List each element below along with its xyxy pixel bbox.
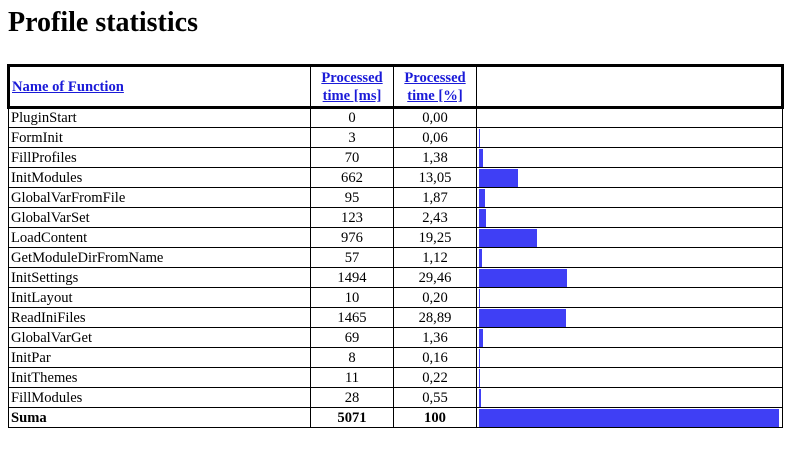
function-name-cell: Suma [9, 408, 311, 428]
time-percent-cell: 100 [394, 408, 477, 428]
page-title: Profile statistics [8, 7, 198, 38]
bar-cell [477, 208, 783, 228]
time-ms-cell: 8 [311, 348, 394, 368]
bar-cell [477, 348, 783, 368]
bar-cell [477, 408, 783, 428]
profile-stats-table [7, 64, 784, 428]
function-name-cell: GlobalVarSet [9, 208, 311, 228]
time-ms-cell: 11 [311, 368, 394, 388]
column-header-percent [394, 66, 477, 108]
bar-cell [477, 108, 783, 128]
function-name-cell: LoadContent [9, 228, 311, 248]
function-name-cell: FillModules [9, 388, 311, 408]
table-row [9, 108, 783, 128]
time-bar [479, 309, 566, 327]
time-percent-cell: 0,22 [394, 368, 477, 388]
table-row [9, 288, 783, 308]
time-ms-cell: 1465 [311, 308, 394, 328]
table-row [9, 368, 783, 388]
bar-cell [477, 128, 783, 148]
function-name-cell: FillProfiles [9, 148, 311, 168]
time-ms-cell: 95 [311, 188, 394, 208]
column-pct-line1: Processed [404, 69, 466, 86]
time-ms-cell: 123 [311, 208, 394, 228]
table-row [9, 268, 783, 288]
table-row [9, 388, 783, 408]
column-ms-line1: Processed [321, 69, 383, 86]
time-ms-cell: 70 [311, 148, 394, 168]
time-bar [479, 249, 482, 267]
time-ms-cell: 10 [311, 288, 394, 308]
time-percent-cell: 0,20 [394, 288, 477, 308]
function-name-cell: InitThemes [9, 368, 311, 388]
function-name-cell: InitLayout [9, 288, 311, 308]
time-percent-cell: 1,12 [394, 248, 477, 268]
table-row [9, 348, 783, 368]
time-bar [479, 129, 480, 147]
time-bar [479, 409, 779, 427]
function-name-cell: InitModules [9, 168, 311, 188]
time-bar [479, 389, 481, 407]
function-name-cell: InitSettings [9, 268, 311, 288]
bar-cell [477, 228, 783, 248]
function-name-cell: FormInit [9, 128, 311, 148]
bar-cell [477, 268, 783, 288]
time-bar [479, 209, 486, 227]
table-row [9, 128, 783, 148]
bar-cell [477, 288, 783, 308]
time-percent-cell: 28,89 [394, 308, 477, 328]
table-row [9, 248, 783, 268]
bar-cell [477, 248, 783, 268]
time-bar [479, 289, 480, 307]
sort-by-name-link[interactable]: Name of Function [12, 78, 124, 95]
time-bar [479, 189, 485, 207]
time-bar [479, 169, 518, 187]
time-bar [479, 329, 483, 347]
function-name-cell: GlobalVarFromFile [9, 188, 311, 208]
time-bar [479, 349, 480, 367]
time-percent-cell: 29,46 [394, 268, 477, 288]
time-ms-cell: 662 [311, 168, 394, 188]
time-ms-cell: 976 [311, 228, 394, 248]
table-row [9, 208, 783, 228]
table-row [9, 308, 783, 328]
table-row [9, 188, 783, 208]
time-bar [479, 229, 537, 247]
time-percent-cell: 0,00 [394, 108, 477, 128]
function-name-cell: PluginStart [9, 108, 311, 128]
bar-cell [477, 148, 783, 168]
table-row [9, 168, 783, 188]
bar-cell [477, 168, 783, 188]
sort-by-percent-link[interactable] [404, 70, 465, 104]
bar-cell [477, 308, 783, 328]
time-ms-cell: 69 [311, 328, 394, 348]
time-percent-cell: 1,87 [394, 188, 477, 208]
column-ms-line2: time [ms] [322, 87, 382, 104]
time-bar [479, 269, 567, 287]
column-header-bar [477, 66, 783, 108]
function-name-cell: ReadIniFiles [9, 308, 311, 328]
time-percent-cell: 0,16 [394, 348, 477, 368]
sort-by-ms-link[interactable] [321, 70, 382, 104]
time-ms-cell: 57 [311, 248, 394, 268]
time-bar [479, 149, 483, 167]
bar-cell [477, 368, 783, 388]
column-header-name [9, 66, 311, 108]
time-percent-cell: 19,25 [394, 228, 477, 248]
time-ms-cell: 0 [311, 108, 394, 128]
time-ms-cell: 5071 [311, 408, 394, 428]
time-ms-cell: 3 [311, 128, 394, 148]
time-percent-cell: 0,55 [394, 388, 477, 408]
table-header-row [9, 66, 783, 108]
time-percent-cell: 1,38 [394, 148, 477, 168]
bar-cell [477, 188, 783, 208]
column-pct-line2: time [%] [407, 87, 463, 104]
total-row [9, 408, 783, 428]
column-header-ms [311, 66, 394, 108]
function-name-cell: GetModuleDirFromName [9, 248, 311, 268]
table-row [9, 228, 783, 248]
table-row [9, 148, 783, 168]
time-percent-cell: 13,05 [394, 168, 477, 188]
time-bar [479, 369, 480, 387]
bar-cell [477, 388, 783, 408]
time-ms-cell: 28 [311, 388, 394, 408]
function-name-cell: InitPar [9, 348, 311, 368]
time-percent-cell: 2,43 [394, 208, 477, 228]
time-percent-cell: 1,36 [394, 328, 477, 348]
function-name-cell: GlobalVarGet [9, 328, 311, 348]
time-ms-cell: 1494 [311, 268, 394, 288]
table-body [9, 108, 783, 428]
bar-cell [477, 328, 783, 348]
table-row [9, 328, 783, 348]
time-percent-cell: 0,06 [394, 128, 477, 148]
